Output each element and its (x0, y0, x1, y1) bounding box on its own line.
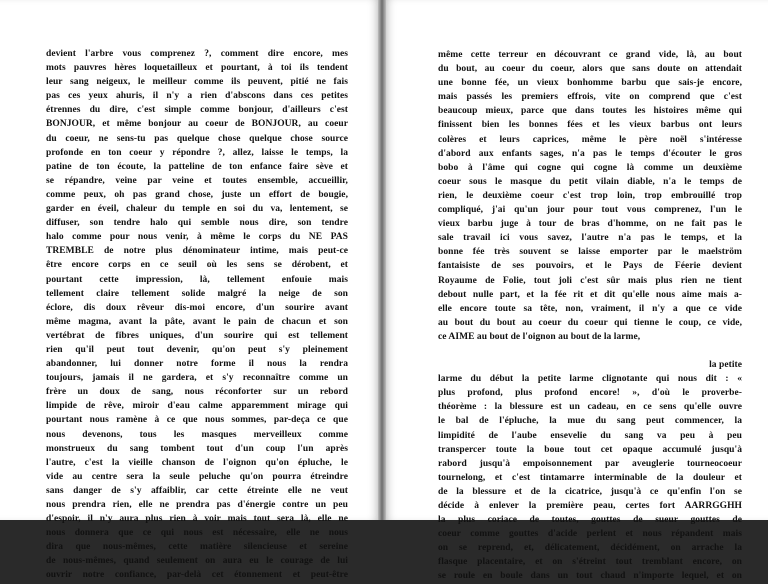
text-line: éclore, dis doux rêveur dis-moi encore, d'un sourire avant (46, 302, 348, 313)
text-line: colères et leurs caprices, même le père noël s'intéresse (438, 134, 742, 145)
left-page-text (46, 47, 348, 583)
text-line: monstrueux du sang tombent tout d'un coup l'un après (46, 443, 348, 454)
text-line: limpidité de l'aube ensevelie du sang va peu à peu (438, 430, 742, 441)
text-line: mots pauvres hères loquetailleux et pourtant, à toi ils tendent (46, 63, 348, 74)
text-line: d'espoir, il n'y aura plus rien à voir mais tout sera là, elle ne (46, 514, 348, 525)
text-line: nous devenons, tous les masques merveilleux comme (46, 429, 348, 440)
text-line: beaucoup mieux, parce que dans toutes les histoires même qui (438, 106, 742, 117)
text-line: l'autre, c'est la vieille chanson de l'oignon qu'on épluche, le (46, 457, 348, 468)
text-line: nous donnera que ce qui nous est nécessaire, elle ne nous (46, 528, 348, 539)
text-line: frère un doux de sang, nous réconforter sur un rebord (46, 387, 348, 398)
text-line: étrennes du dire, c'est simple comme bonjour, d'ailleurs c'est (46, 105, 348, 116)
text-line: même magma, avant la pâte, avant le pain de chacun et son (46, 316, 348, 327)
text-line: une bonne fée, un vieux bonhomme barbu que sais-je encore, (438, 78, 742, 89)
text-line: bonne fée très souvent se laisse emporter par le maelström (438, 247, 742, 258)
text-line: tournelong, et c'est tintamarre interminable de la douleur et (438, 472, 742, 483)
text-line: abandonner, lui donner notre forme il nous la rendra (46, 359, 348, 370)
text-line: rien, le deuxième coeur c'est trop loin, trop embrouillé trop (438, 190, 742, 201)
right-page-text (438, 48, 742, 584)
text-line: Royaume de Folie, tout joli c'est sûr mais plus rien ne tient (438, 275, 742, 286)
text-line: ouvrir notre confiance, par-delà cet étonnement et peut-être (46, 570, 348, 581)
text-line: du bout, au coeur du coeur, alors que sans doute on attendait (438, 64, 742, 75)
paragraph-start-line: la petite (709, 360, 742, 371)
text-line: sans danger de s'y affaiblir, car cette étreinte elle ne veut (46, 485, 348, 496)
text-line: pas ces yeux ahuris, il n'y a rien d'abscons dans ces petites (46, 91, 348, 102)
text-line: vieux barbu juge à tour de bras d'homme, on ne fait pas le (438, 219, 742, 230)
text-line: dira que nous-mêmes, cette matière silencieuse et sereine (46, 542, 348, 553)
text-line: de nous-mêmes, quand seulement on aura eu le courage de lui (46, 556, 348, 567)
text-line: ce AIME au bout de l'oignon au bout de la larme, (438, 331, 641, 342)
text-line: leur sang neigeux, le meilleur comme ils peuvent, pitié ne fais (46, 77, 348, 88)
text-line: de la blessure et de la cicatrice, jusqu'à ce qu'enfin l'on se (438, 486, 742, 497)
text-line: profonde en ton coeur y répondre ?, allez, laisse le temps, la (46, 147, 348, 158)
text-line: transpercer toute la boue tout cet opaque accumulé jusqu'à (438, 444, 742, 455)
text-line: rabord jusqu'à empoisonnement par aveuglerie tourneocoeur (438, 458, 742, 469)
text-line: compliqué, j'ai qu'un jour pour tout vous comprenez, l'un le (438, 205, 742, 216)
right-page (386, 0, 768, 582)
text-line: on se reprend, et, délicatement, décidément, on arrache la (438, 543, 742, 554)
text-line: patine de ton écoute, la patteline de ton enfance faire sève et (46, 161, 348, 172)
text-line: du coeur, ne sens-tu pas quelque chose quelque chose source (46, 133, 348, 144)
text-line: toujours, jamais il ne gardera, et s'y reconnaître comme un (46, 373, 348, 384)
text-line: plus profond, plus profond encore! », d'où le proverbe- (438, 388, 742, 399)
text-line: limpide de rêve, miroir d'eau calme apparemment mirage qui (46, 401, 348, 412)
text-line: diffuser, son tendre halo qui semble nous dire, son tendre (46, 218, 348, 229)
book-gutter (378, 0, 386, 520)
text-line: vertébrat de fibres uniques, d'un sourire qui est tellement (46, 330, 348, 341)
text-line: BONJOUR, et même bonjour au coeur de BONJOUR, au coeur (46, 119, 348, 130)
text-line: bobo à l'âme qui cogne qui cogne là comme un deuxième (438, 162, 742, 173)
text-line: comme peux, oh pas grand chose, juste un effort de bougie, (46, 189, 348, 200)
text-line: garder en éveil, chaleur du temple en soi du va, lentement, se (46, 204, 348, 215)
text-line: finissent bien les bonnes fées et les vieux barbus ont leurs (438, 120, 742, 131)
text-line: halo comme pour nous venir, à même le corps du NE PAS (46, 232, 348, 243)
paragraph-gap (438, 344, 742, 358)
text-line: TREMBLE de notre plus dénominateur intime, mais peut-ce (46, 246, 348, 257)
text-line: théorème : la blessure est un cadeau, en ce sens qu'elle ouvre (438, 402, 742, 413)
text-line: au bout du bout au coeur du coeur qui tienne le coup, ce vide, (438, 317, 742, 328)
text-line: décide à enlever la première peau, certes fort AARRGGHH (438, 501, 742, 511)
text-line: fantaisiste de ses pouvoirs, et le Pays de Féerie devient (438, 261, 742, 272)
text-line: la plus coriace de toutes, gouttes de sueur gouttes de (438, 515, 742, 526)
text-line: rien qu'il peut tout devenir, qu'on peut s'y pleinement (46, 344, 348, 355)
text-line: sale travail ici vous savez, l'autre n'a pas le temps, et la (438, 233, 742, 244)
text-line: devient l'arbre vous comprenez ?, comment dire encore, mes (46, 49, 348, 59)
text-line: se répandre, veine par veine et toutes ensemble, accueillir, (46, 175, 348, 186)
text-line: coeur sous le masque du petit vilain diable, n'a le temps de (438, 176, 742, 187)
text-line: mais passés les premiers effrois, vite on comprend que c'est (438, 92, 742, 103)
text-line: debout nulle part, et la fée rit et dit qu'elle nous aime mais a- (438, 289, 742, 300)
left-page (0, 0, 378, 581)
text-line: flasque placentaire, et on s'étreint tout tremblant encore, on (438, 557, 742, 568)
text-line: pourtant nous ramène à ce que nous sommes, par-deça ce que (46, 415, 348, 426)
text-line: tellement claire tellement solide malgré la neige de son (46, 288, 348, 299)
text-line: vide au centre sera la seule peluche qu'on pourra étreindre (46, 471, 348, 482)
text-line: se roule en boule dans un tout chaud n'importe lequel, et on (438, 571, 742, 582)
text-line: d'abord aux enfants sages, n'a pas le temps d'écouter le gros (438, 148, 742, 159)
text-line: être encore corps en ce seuil où les sens se dérobent, et (46, 260, 348, 271)
text-line: le bal de l'épluche, la mue du sang peut commencer, la (438, 416, 742, 427)
text-line: pourtant cette impression, là, tellement enfouie mais (46, 274, 348, 285)
text-line: coeur comme gouttes d'acide perlent et nous répandent mais (438, 529, 742, 540)
text-line: même cette terreur en découvrant ce grand vide, là, au bout (438, 50, 742, 60)
text-line: elle encore toute sa tête, non, vraiment, il n'y a que ce vide (438, 303, 742, 314)
text-line: nous prendra rien, elle ne prendra pas d'énergie contre un peu (46, 500, 348, 510)
text-line: larme du début la petite larme clignotante qui nous dit : « (438, 374, 742, 385)
